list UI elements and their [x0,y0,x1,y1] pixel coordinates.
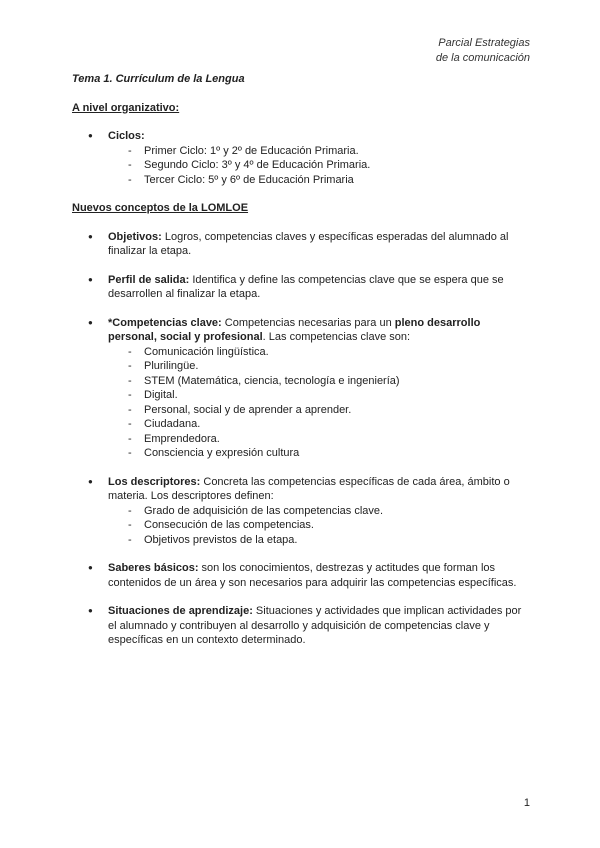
section-heading-lomloe: Nuevos conceptos de la LOMLOE [72,202,249,214]
document-title: Tema 1. Currículum de la Lengua [72,73,245,85]
list-item-saberes [72,561,527,590]
section-heading-organizativo: A nivel organizativo: [72,101,180,114]
text-perfil: Identifica y define las competencias clave que se espera que se desarrollen al finalizar la etapa. [108,273,504,300]
sublist-item: - Personal, social y de aprender a aprender. [128,403,527,418]
sublist-item: - Consciencia y expresión cultura [128,446,527,461]
list-item-competencias [72,316,527,461]
term-perfil: Perfil de salida: [108,273,190,286]
sublist-item: - Primer Ciclo: 1º y 2º de Educación Primaria. [128,144,527,159]
sublist-item: - Ciudadana. [128,417,527,432]
sublist-item: - Objetivos previstos de la etapa. [128,533,527,548]
sublist-descriptores [108,504,527,548]
header-line-2: de la comunicación [435,52,530,64]
list-item-perfil [72,273,527,302]
term-competencias: *Competencias clave: [108,316,222,329]
sublist-item: - Comunicación lingüística. [128,345,527,360]
document-body [72,72,527,662]
sublist-item: - Digital. [128,388,527,403]
text-competencias-strong: pleno desarrollo personal, social y profesional [108,316,481,343]
term-objetivos: Objetivos: [108,230,162,243]
term-ciclos: Ciclos: [108,130,145,142]
sublist-item: - Tercer Ciclo: 5º y 6º de Educación Primaria [128,173,527,188]
sublist-item: - Segundo Ciclo: 3º y 4º de Educación Primaria. [128,158,527,173]
list-item-descriptores [72,475,527,548]
text-competencias-2: . Las competencias clave son: [262,331,411,343]
page-number: 1 [523,797,530,809]
text-saberes: son los conocimientos, destrezas y actitudes que forman los contenidos de un área y son necesarios para adquirir las competencias específicas. [108,562,517,589]
bullet-list-organizativo [72,129,527,187]
sublist-item: - Grado de adquisición de las competencias clave. [128,504,527,519]
header-line-1: Parcial Estrategias [438,37,530,49]
text-competencias-1: Competencias necesarias para un [221,316,395,329]
list-item-ciclos [72,129,527,187]
sublist-item: - STEM (Matemática, ciencia, tecnología e ingeniería) [128,374,527,389]
page-header [436,36,530,66]
list-item-objetivos [72,230,527,259]
sublist-item: - Plurilingüe. [128,359,527,374]
text-situaciones: Situaciones y actividades que implican actividades por el alumnado y contribuyen al desarrollo y adquisición de competencias clave y específicas en un contexto determinado. [108,605,522,646]
sublist-ciclos [108,144,527,188]
text-objetivos: Logros, competencias claves y específicas esperadas del alumnado al finalizar la etapa. [108,230,509,257]
sublist-competencias [108,345,527,461]
term-descriptores: Los descriptores: [108,475,201,488]
bullet-list-lomloe [72,230,527,648]
sublist-item: - Consecución de las competencias. [128,518,527,533]
list-item-situaciones [72,604,527,648]
term-situaciones: Situaciones de aprendizaje: [108,605,253,617]
term-saberes: Saberes básicos: [108,562,199,574]
sublist-item: - Emprendedora. [128,432,527,447]
text-descriptores: Concreta las competencias específicas de cada área, ámbito o materia. Los descriptores definen: [108,475,510,502]
